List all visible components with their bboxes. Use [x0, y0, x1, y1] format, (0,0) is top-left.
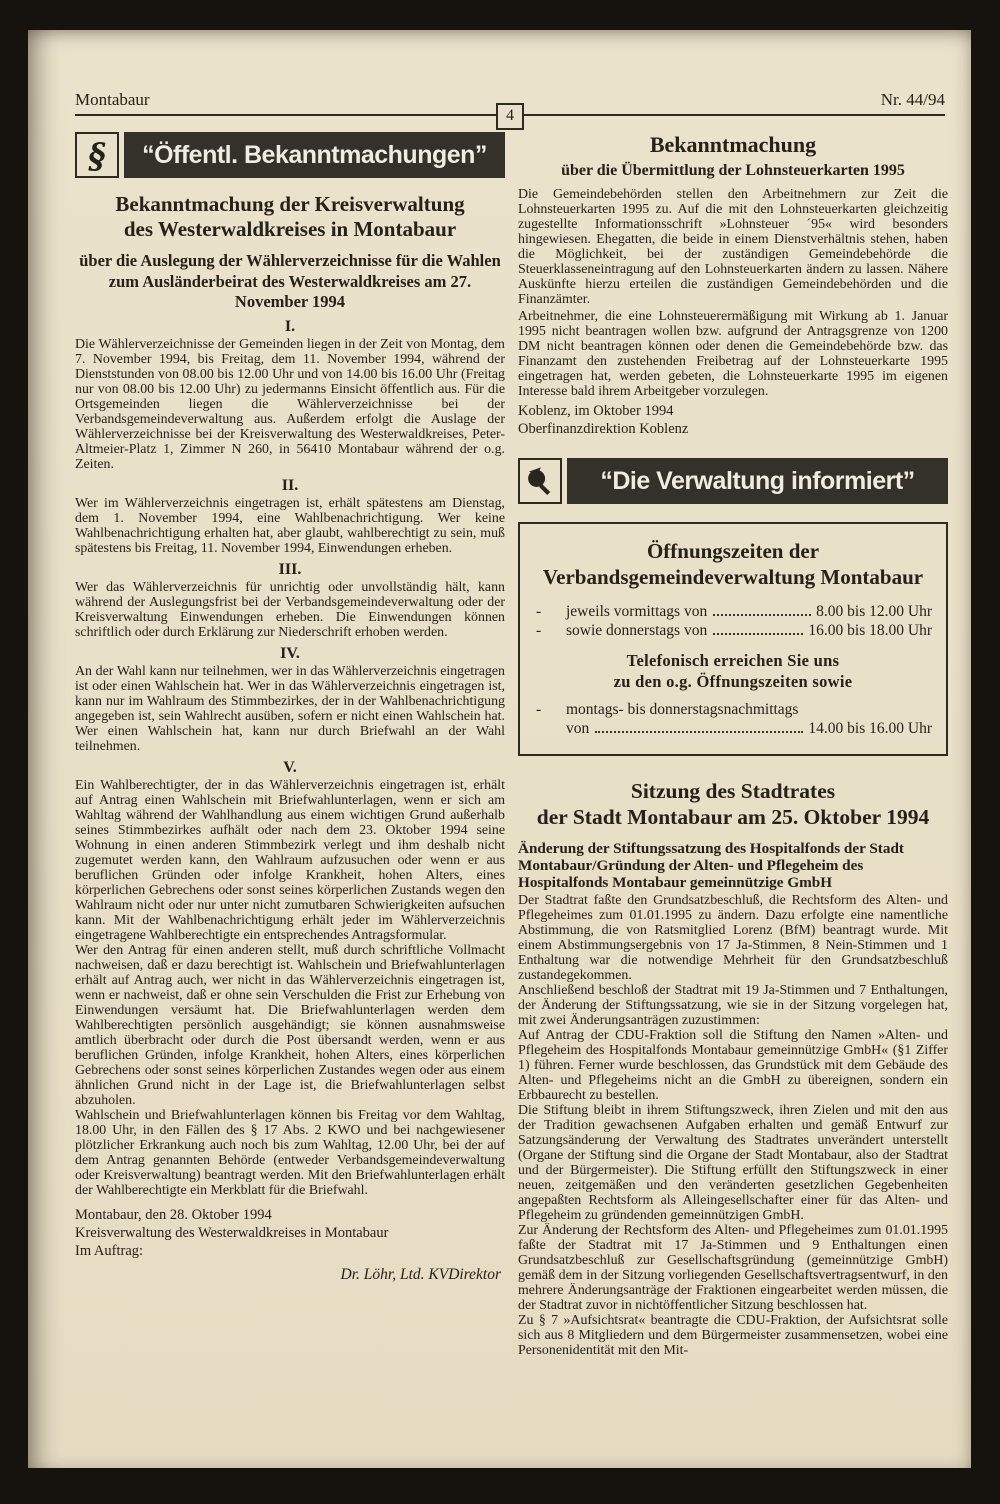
- section-numeral-1: I.: [284, 317, 296, 335]
- hours-row-3b: [534, 719, 932, 738]
- section-4-paragraph: An der Wahl kann nur teilnehmen, wer in das Wählerverzeichnis eingetragen ist oder einen Wahlschein hat. Wer in das Wählerverzeichnis eingetragen ist, kann nur im Wahlraum des Stimmbezirkes, der in der Wahlbenachrichtigung angegeben ist, sein Wahlrecht ausüben, sofern er nicht einen Wahlschein hat. Wer einen Wahlschein hat, kann nur durch Briefwahl an der Wahl teilnehmen.: [75, 663, 505, 754]
- signature: Dr. Löhr, Ltd. KVDirektor: [340, 1265, 501, 1283]
- hours-bullet: -: [536, 603, 542, 620]
- hours-row-3: [534, 700, 932, 719]
- council-title-line2: der Stadt Montabaur am 25. Oktober 1994: [536, 805, 930, 829]
- section-sign-icon: §: [75, 132, 119, 178]
- section-3-paragraph: Wer das Wählerverzeichnis für unrichtig oder unvollständig hält, kann während der Auslegungsfrist bei der Verbandsgemeindeverwaltung oder der Kreisverwaltung Einwendungen erheben. Die Einwendungen können schriftlich oder durch Erklärung zur Niederschrift erhoben werden.: [75, 579, 505, 640]
- announcement-place-date: Koblenz, im Oktober 1994: [518, 403, 674, 419]
- newspaper-page: [28, 30, 971, 1468]
- council-paragraph-3: Auf Antrag der CDU-Fraktion soll die Stiftung den Namen »Alten- und Pflegeheim des Hospitalfonds Montabaur gemeinnützige GmbH« (§1 Ziffer 1) führen. Ferner wurde beschlossen, das Grundstück mit dem Gebäude des Alten- und Pflegeheims nicht an die GmbH zu übereignen, sondern ein Erbbaurecht zu bestellen.: [518, 1028, 948, 1103]
- phone-note-line1: Telefonisch erreichen Sie uns: [626, 651, 840, 670]
- official-announcements-banner: [75, 132, 505, 178]
- banner-label: “Die Verwaltung informiert”: [567, 458, 948, 504]
- notice-title: [75, 192, 505, 242]
- notice-subtitle: über die Auslegung der Wählerverzeichnisse für die Wahlen zum Ausländerbeirat des Westerwaldkreises am 27. November 1994: [79, 251, 501, 311]
- council-paragraph-1: Der Stadtrat faßte den Grundsatzbeschluß, die Rechtsform des Alten- und Pflegeheimes zum 01.01.1995 zu ändern. Dazu erfolgte eine namentliche Abstimmung, die von Ratsmitglied Lorenz (BfM) beantragt wurde. Mit einem Abstimmungsergebnis von 17 Ja-Stimmen, 8 Nein-Stimmen und 1 Enthaltung war die notwendige Mehrheit für den Grundsatzbeschluß zustandegekommen.: [518, 893, 948, 983]
- closing-organization: Kreisverwaltung des Westerwaldkreises in Montabaur: [75, 1224, 389, 1241]
- council-title: [518, 778, 948, 830]
- hours-label: sowie donnerstags von: [566, 622, 708, 639]
- section-numeral-4: IV.: [280, 644, 300, 662]
- section-numeral-3: III.: [278, 560, 302, 578]
- council-paragraph-4: Die Stiftung bleibt in ihrem Stiftungszweck, ihren Zielen und mit den aus der Tradition gewachsenen Aufgaben erhalten und gemäß Entwurf zur Satzungsänderung der Verwaltung des Stadtrates unverändert unterstellt (Organe der Stiftung sind die Organe der Stadt Montabaur, also der Stadtrat und der Bürgermeister). Die Stiftung erfüllt den Stiftungszweck in einer neuen, zeitgemäßen und den veränderten gesetzlichen Gegebenheiten angepaßten Rechtsform als Alleingesellschafter einer für das Alten- und Pflegeheim zu gründenden gemeinnützigen GmbH.: [518, 1103, 948, 1223]
- section-numeral-2: II.: [281, 476, 299, 494]
- dotted-leader: [713, 633, 803, 635]
- closing-place-date: Montabaur, den 28. Oktober 1994: [75, 1206, 272, 1223]
- council-paragraph-6: Zu § 7 »Aufsichtsrat« beantragte die CDU-Fraktion, der Aufsichtsrat solle sich aus 8 Mitgliedern und dem Bürgermeister zusammensetzen, wobei eine Personenidentität mit den Mit-: [518, 1313, 948, 1358]
- right-column: [518, 132, 948, 1358]
- hours-box: [518, 522, 948, 756]
- page-header: [75, 60, 945, 124]
- notice-closing: [75, 1206, 505, 1260]
- council-paragraph-2: Anschließend beschloß der Stadtrat mit 19 Ja-Stimmen und 7 Enthaltungen, der Änderung der Stiftungssatzung, wie sie in der Sitzung vorgelegen hat, mit zwei Änderungsanträgen zuzustimmen:: [518, 983, 948, 1028]
- two-column-layout: [75, 132, 947, 1358]
- hours-row-2: [534, 621, 932, 640]
- council-title-line1: Sitzung des Stadtrates: [630, 779, 836, 803]
- page-number-box: 4: [496, 103, 524, 130]
- bell-icon: [518, 458, 562, 504]
- section-2-paragraph: Wer im Wählerverzeichnis eingetragen ist, erhält spätestens am Dienstag, dem 1. November 1994, eine Wahlbenachrichtigung. Wer keine Wahlbenachrichtigung erhalten hat, aber glaubt, wahlberechtigt zu sein, muß spätestens bis Freitag, 11. November 1994, Einwendungen erheben.: [75, 495, 505, 556]
- section-5-paragraph-1: Ein Wahlberechtigter, der in das Wählerverzeichnis eingetragen ist, erhält auf Antrag einen Wahlschein mit Briefwahlunterlagen, wenn er sich am Wahltag während der Wahlhandlung aus einem wichtigen Grund außerhalb seines Stimmbezirkes aufhält oder nach dem 23. Oktober 1994 seine Wohnung in einen anderen Stimmbezirk verlegt und ihm deshalb nicht zugemutet werden kann, den Wahlraum aufzusuchen oder wenn er aus beruflichen Gründen oder infolge Krankheit, hohen Alters, eines körperlichen Gebrechens oder sonst seines körperlichen Zustands wegen den Wahlraum nicht oder nur unter nicht zumutbaren Schwierigkeiten aufsuchen kann. Mit der Wahlbenachrichtigung erhält jeder im Wählerverzeichnis eingetragene Wahlberechtigte ein entsprechendes Antragsformular.: [75, 777, 505, 943]
- publication-name: Montabaur: [75, 90, 150, 109]
- section-numeral-5: V.: [283, 758, 297, 776]
- notice-title-line1: Bekanntmachung der Kreisverwaltung: [115, 192, 465, 216]
- announcement-paragraph-1: Die Gemeindebehörden stellen den Arbeitnehmern zur Zeit die Lohnsteuerkarten 1995 zu. Auf die mit den Lohnsteuerkarten gleichzeitig zugestellte Informationsschrift »Lohnsteuer ´95« wird besonders hingewiesen. Ehegatten, die beide in einem Dienstverhältnis stehen, haben die Möglichkeit, bei der zuständigen Gemeindebehörde die Steuerklasseneintragung auf den Lohnsteuerkarten ändern zu lassen. Nähere Auskünfte hierzu erteilen die zuständigen Gemeindebehörden und die Finanzämter.: [518, 187, 948, 307]
- announcement-subtitle: über die Übermittlung der Lohnsteuerkarten 1995: [561, 162, 905, 179]
- section-5-paragraph-2: Wer den Antrag für einen anderen stellt, muß durch schriftliche Vollmacht nachweisen, daß er dazu berechtigt ist. Wahlschein und Briefwahlunterlagen erhält auf Antrag auch, wer nicht in das Wählerverzeichnis eingetragen ist, wenn er nachweist, daß er ohne sein Verschulden die Frist zur Erhebung von Einwendungen versäumt hat. Die Briefwahlunterlagen werden dem Wahlberechtigten persönlich ausgehändigt; sie können ausnahmsweise amtlich überbracht oder durch die Post übersandt werden, wenn er aus beruflichen Gründen, infolge Krankheit, hohen Alters, eines körperlichen Gebrechens oder sonst seines körperlichen Zustandes wegen oder aus einem ähnlichen Grund nicht in der Lage ist, die Briefwahlunterlagen selbst abzuholen.: [75, 942, 505, 1108]
- notice-title-line2: des Westerwaldkreises in Montabaur: [123, 217, 457, 241]
- hours-title: Öffnungszeiten der Verbandsgemeindeverwaltung Montabaur: [542, 539, 924, 589]
- announcement-paragraph-2: Arbeitnehmer, die eine Lohnsteuerermäßigung mit Wirkung ab 1. Januar 1995 nicht beantragen wollen bzw. aufgrund der Antragsgrenze von 1200 DM nicht beantragen können oder denen die Gemeindebehörde bzw. das Finanzamt den zustehenden Freibetrag auf der Lohnsteuerkarte 1995 eingetragen hat, werden gebeten, die Lohnsteuerkarte 1995 im eigenen Interesse bald ihrem Arbeitgeber vorzulegen.: [518, 309, 948, 399]
- hours-bullet: -: [536, 622, 542, 639]
- hours-bullet: -: [536, 701, 542, 718]
- verwaltung-informiert-banner: [518, 458, 948, 504]
- phone-note: [534, 650, 932, 692]
- council-paragraph-5: Zur Änderung der Rechtsform des Alten- und Pflegeheimes zum 01.01.1995 faßte der Stadtrat mit 17 Ja-Stimmen und 9 Enthaltungen einen Grundsatzbeschluß zur Gesellschaftsgründung (gemeinnützige GmbH) gemäß dem in der Sitzung vorliegenden Gesellschaftsvertragsentwurf, in den mehrere Änderungsanträge der Fraktionen eingearbeitet werden müssen, die der Stadtrat zuvor in nichtöffentlicher Sitzung beschlossen hat.: [518, 1223, 948, 1313]
- closing-im-auftrag: Im Auftrag:: [75, 1242, 144, 1259]
- section-1-paragraph: Die Wählerverzeichnisse der Gemeinden liegen in der Zeit von Montag, dem 7. November 1994, bis Freitag, dem 11. November 1994, während der Dienststunden von 08.00 bis 12.00 Uhr und von 14.00 bis 16.00 Uhr (Freitag nur von 08.00 bis 12.00 Uhr) zu jedermanns Einsicht öffentlich aus. Für die Ortsgemeinden liegen die Wählerverzeichnisse bei der Verbandsgemeindeverwaltung aus. Außerdem erfolgt die Auslage der Wählerverzeichnisse bei der Kreisverwaltung des Westerwaldkreises, Peter-Altmeier-Platz 1, Zimmer N 260, in 56410 Montabaur während der o.g. Zeiten.: [75, 336, 505, 472]
- section-5-paragraph-3: Wahlschein und Briefwahlunterlagen können bis Freitag vor dem Wahltag, 18.00 Uhr, in den Fällen des § 17 Abs. 2 KWO und bei nachgewiesener plötzlicher Erkrankung auch noch bis zum Wahltag, 12.00 Uhr, bei der auf dem Antrag genannten Behörde (entweder Verbandsgemeindeverwaltung oder Kreisverwaltung) beantragt werden. Mit den Briefwahlunterlagen erhält der Wahlberechtigte ein Merkblatt für die Briefwahl.: [75, 1107, 505, 1198]
- dotted-leader: [595, 731, 803, 733]
- council-subject: Änderung der Stiftungssatzung des Hospitalfonds der Stadt Montabaur/Gründung der Alten- und Pflegeheim des Hospitalfonds Montabaur gemeinnützige GmbH: [518, 840, 904, 891]
- issue-number: Nr. 44/94: [880, 90, 945, 109]
- hours-row-1: [534, 602, 932, 621]
- hours-label: jeweils vormittags von: [566, 603, 708, 620]
- hours-time: 14.00 bis 16.00 Uhr: [808, 720, 932, 737]
- hours-sub-label: von: [566, 720, 590, 737]
- hours-time: 16.00 bis 18.00 Uhr: [808, 622, 932, 639]
- left-column: [75, 132, 505, 1358]
- phone-note-line2: zu den o.g. Öffnungszeiten sowie: [613, 672, 853, 691]
- announcement-title: Bekanntmachung: [649, 132, 817, 157]
- dotted-leader: [713, 614, 811, 616]
- banner-label: “Öffentl. Bekanntmachungen”: [124, 132, 505, 178]
- hours-time: 8.00 bis 12.00 Uhr: [816, 603, 932, 620]
- announcement-organization: Oberfinanzdirektion Koblenz: [518, 420, 689, 437]
- hours-label: montags- bis donnerstagsnachmittags: [566, 701, 799, 718]
